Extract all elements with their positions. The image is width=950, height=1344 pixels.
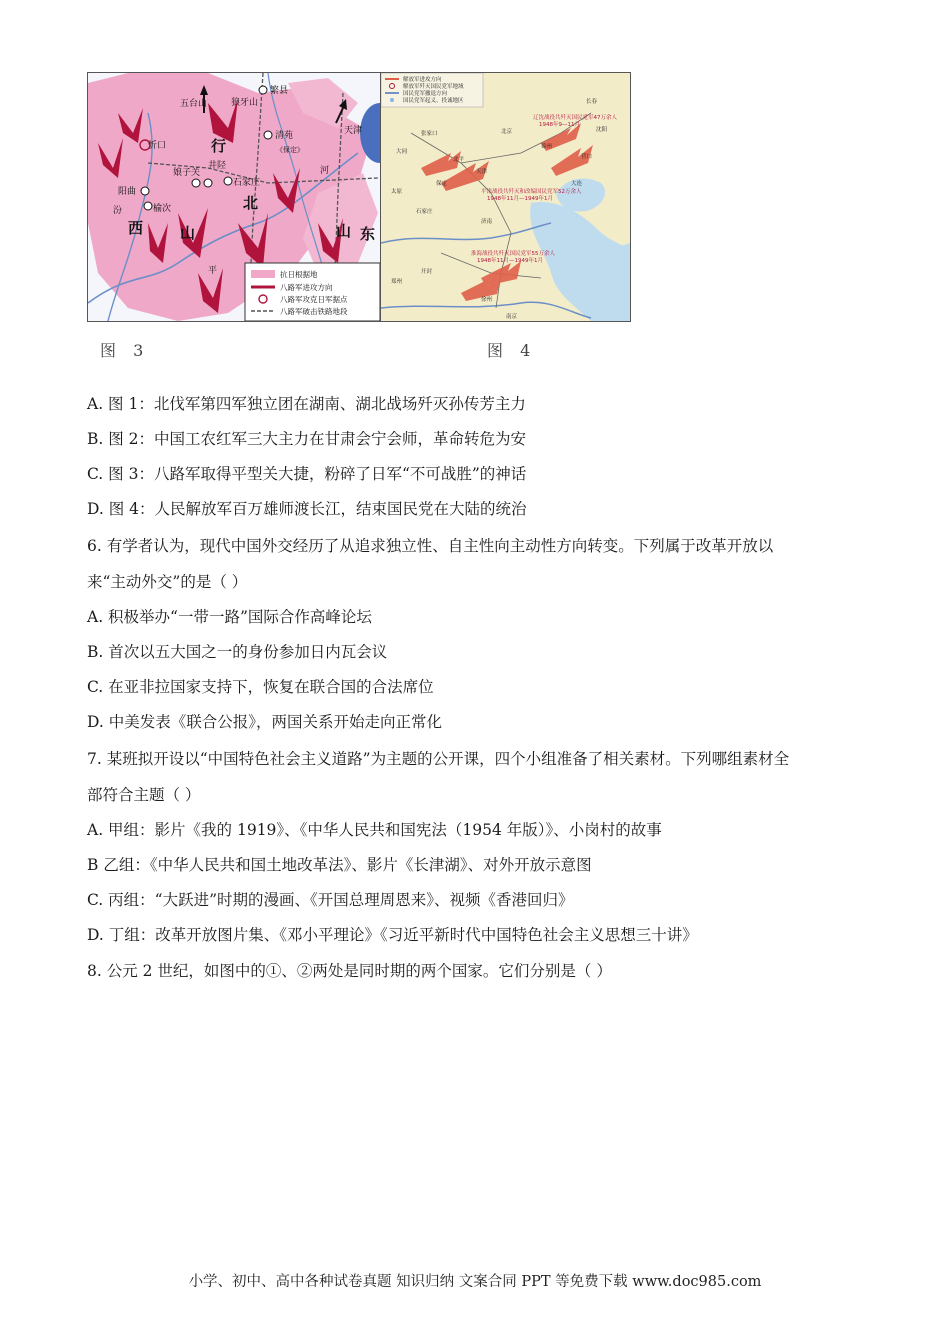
place-label: 天津 <box>344 126 363 136</box>
place-label: 大连 <box>571 181 583 187</box>
place-label: 石家庄 <box>416 209 433 215</box>
place-label: 平 <box>208 266 218 276</box>
battle-date: 1948年11月—1949年1月 <box>477 258 543 264</box>
legend-label: 解放军进攻方向 <box>403 77 442 83</box>
q6-stem-cont: 来“主动外交”的是（ ） <box>87 573 248 591</box>
place-label: 徐州 <box>481 297 493 303</box>
place-label: 河 <box>320 166 330 176</box>
figure-4-caption: 图 4 <box>487 341 537 360</box>
place-label: 锦州 <box>541 144 553 150</box>
battle-date: 1948年11月—1949年1月 <box>487 196 553 202</box>
place-label: 清苑 <box>275 131 294 141</box>
legend-label: 八路军进攻方向 <box>280 283 333 292</box>
place-label: 石家庄 <box>233 178 261 188</box>
q6-option-b: B. 首次以五大国之一的身份参加日内瓦会议 <box>87 643 388 661</box>
place-label: 开封 <box>421 269 433 275</box>
place-label: 《保定》 <box>276 146 304 154</box>
figure-3-caption: 图 3 <box>100 341 150 360</box>
battle-date: 1948年9—11月 <box>539 122 580 128</box>
q7-option-d: D. 丁组：改革开放图片集、《邓小平理论》《习近平新时代中国特色社会主义思想三十讲》 <box>87 926 698 944</box>
place-label: 山 <box>336 222 352 240</box>
legend-swatch <box>251 270 275 278</box>
place-label: 行 <box>211 137 227 155</box>
place-label: 天津 <box>476 169 488 175</box>
legend-label: 国民党军起义、投诚地区 <box>403 98 464 104</box>
page-footer: 小学、初中、高中各种试卷真题 知识归纳 文案合同 PPT 等免费下载 www.doc985.com <box>188 1274 762 1290</box>
figure-4-svg <box>381 73 630 321</box>
place-label: 北平 <box>453 157 465 163</box>
q6-stem: 6. 有学者认为，现代中国外交经历了从追求独立性、自主性向主动性方向转变。下列属于改革开放以 <box>87 537 774 555</box>
figure-3-legend <box>245 263 380 321</box>
q6-option-c: C. 在亚非拉国家支持下，恢复在联合国的合法席位 <box>87 678 434 696</box>
q5-option-b: B. 图 2：中国工农红军三大主力在甘肃会宁会师，革命转危为安 <box>87 430 527 448</box>
battle-label: 平津战役共歼灭和改编国民党军52万余人 <box>481 189 582 195</box>
q6-option-d: D. 中美发表《联合公报》，两国关系开始走向正常化 <box>87 713 442 731</box>
place-label: 忻口 <box>148 141 167 151</box>
place-label: 济南 <box>481 219 493 225</box>
place-label: 娘子关 <box>173 168 201 178</box>
place-label: 张家口 <box>421 131 438 137</box>
q6-option-a: A. 积极举办“一带一路”国际合作高峰论坛 <box>87 608 372 626</box>
q7-option-a: A. 甲组：影片《我的 1919》、《中华人民共和国宪法（1954 年版）》、小岗村的故事 <box>87 821 662 839</box>
legend-label: 解放军歼灭国民党军地域 <box>403 84 464 90</box>
place-label: 沈阳 <box>596 127 608 133</box>
q8-stem: 8. 公元 2 世纪，如图中的①、②两处是同时期的两个国家。它们分别是（ ） <box>87 962 612 980</box>
q5-option-c: C. 图 3：八路军取得平型关大捷，粉碎了日军“不可战胜”的神话 <box>87 465 527 483</box>
figure-4-legend <box>381 73 483 107</box>
place-label: 保定 <box>436 181 448 187</box>
legend-label: 抗日根据地 <box>280 270 318 279</box>
place-label: 榆次 <box>153 204 172 214</box>
place-label: 营口 <box>581 154 593 160</box>
place-label: 大同 <box>396 149 408 155</box>
place-label: 山 <box>180 224 196 242</box>
legend-label: 国民党军撤退方向 <box>403 91 448 97</box>
place-label: 繁县 <box>270 86 289 96</box>
figure-3-svg <box>88 73 380 321</box>
place-label: 五台山 <box>180 99 208 109</box>
q5-option-a: A. 图 1：北伐军第四军独立团在湖南、湖北战场歼灭孙传芳主力 <box>87 395 526 413</box>
place-label: 狼牙山 <box>231 98 259 108</box>
place-label: 东 <box>360 225 376 243</box>
place-label: 北 <box>243 194 259 212</box>
place-label: 汾 <box>113 206 123 216</box>
q5-option-d: D. 图 4：人民解放军百万雄师渡长江，结束国民党在大陆的统治 <box>87 500 527 518</box>
legend-label: 八路军攻克日军据点 <box>280 295 348 304</box>
place-label: 西 <box>128 219 144 237</box>
place-label: 太原 <box>391 189 403 195</box>
q7-stem-cont: 部符合主题（ ） <box>87 786 201 804</box>
place-label: 长春 <box>586 99 598 105</box>
place-label: 井陉 <box>208 161 227 171</box>
place-label: 北京 <box>501 129 513 135</box>
figure-4-map <box>380 72 631 322</box>
place-label: 郑州 <box>391 279 403 285</box>
q7-option-c: C. 丙组：“大跃进”时期的漫画、《开国总理周恩来》、视频《香港回归》 <box>87 891 574 909</box>
battle-label: 辽沈战役共歼灭国民党军47万余人 <box>533 115 617 121</box>
legend-label: 八路军破击铁路地段 <box>280 307 348 316</box>
legend-uprising-icon <box>390 98 394 102</box>
q7-option-b: B 乙组：《中华人民共和国土地改革法》、影片《长津湖》、对外开放示意图 <box>87 856 592 874</box>
figure-3-map <box>87 72 381 322</box>
battle-label: 淮海战役共歼灭国民党军55万余人 <box>471 251 555 257</box>
q7-stem: 7. 某班拟开设以“中国特色社会主义道路”为主题的公开课，四个小组准备了相关素材。下列哪组素材全 <box>87 750 790 768</box>
place-label: 南京 <box>506 314 518 320</box>
place-label: 阳曲 <box>118 187 137 197</box>
